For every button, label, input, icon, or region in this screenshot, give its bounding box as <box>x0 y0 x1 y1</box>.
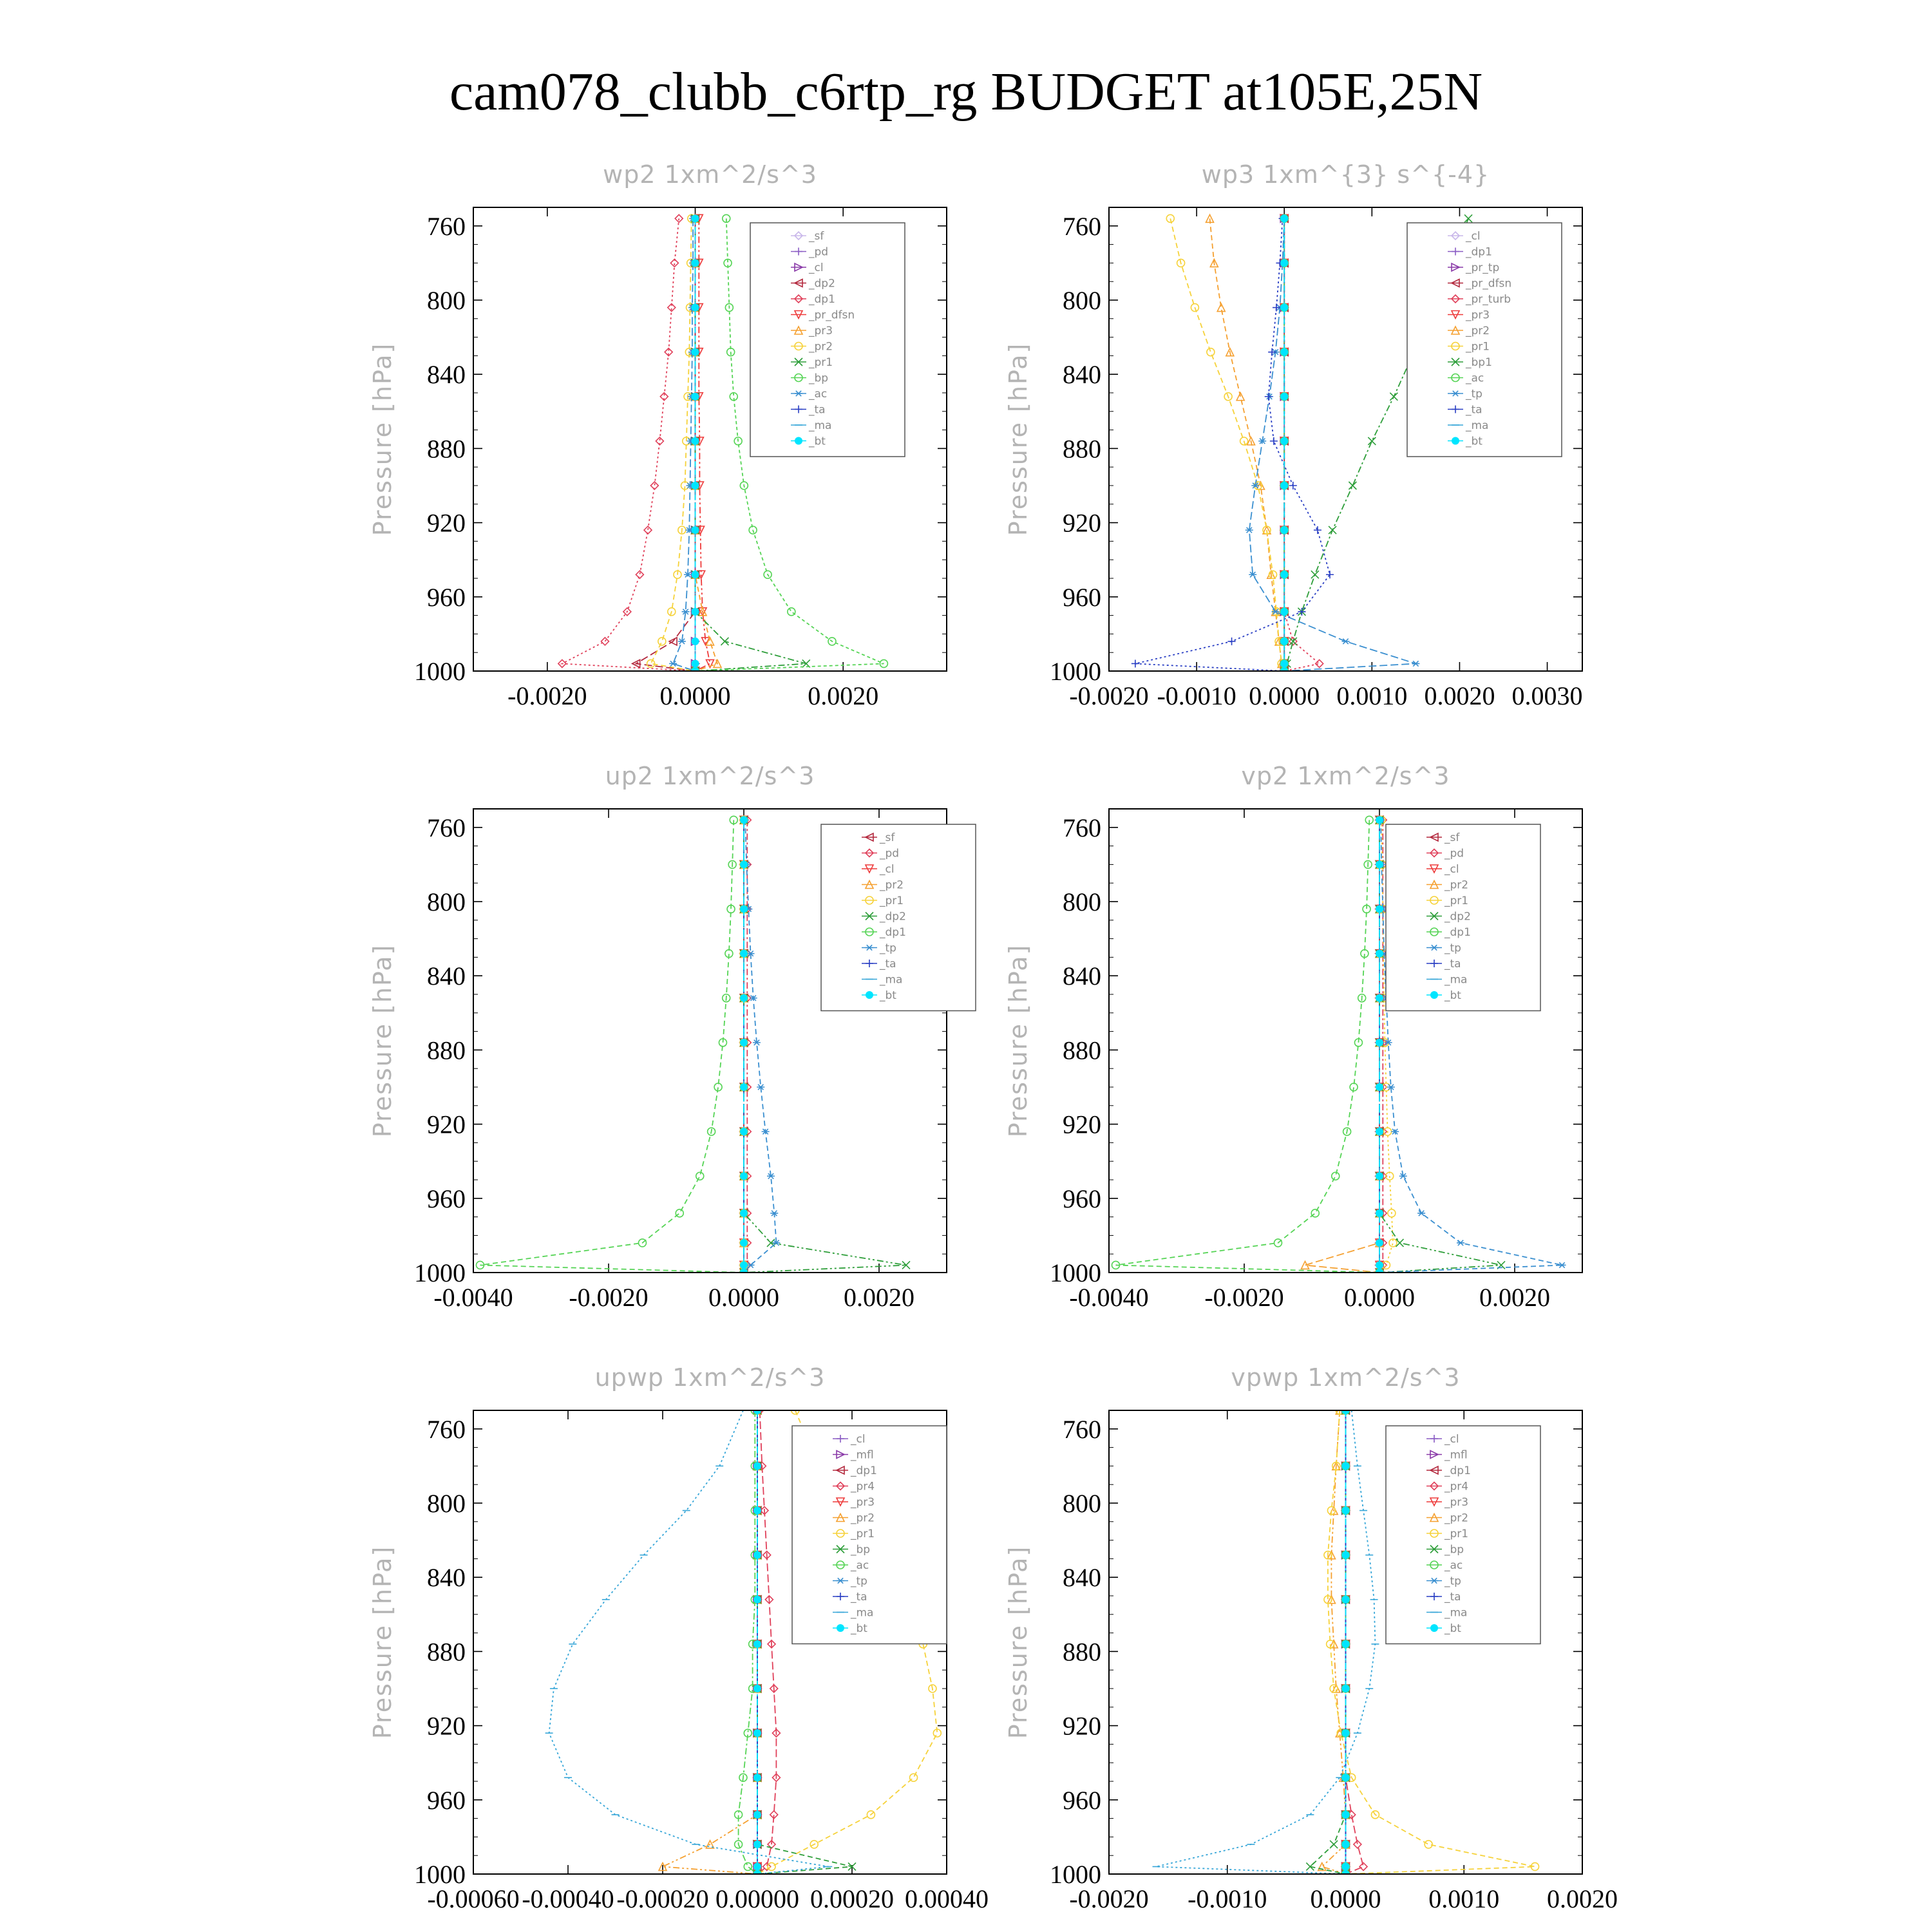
legend-entry-label: _ta <box>1444 1591 1461 1604</box>
data-point <box>676 1209 683 1217</box>
legend-entry-label: _bt <box>1466 435 1482 448</box>
panel-title: vp2 1xm^2/s^3 <box>1241 762 1450 790</box>
data-point <box>753 1596 761 1604</box>
data-point <box>601 638 609 645</box>
legend-entry-label: _tp <box>880 942 896 955</box>
y-tick-label: 840 <box>1063 360 1101 390</box>
y-axis-label: Pressure [hPa] <box>368 342 397 536</box>
series-line-ta <box>1135 218 1330 671</box>
x-tick-label: 0.0020 <box>1424 681 1495 710</box>
x-tick-label: 0.0020 <box>844 1283 914 1312</box>
legend-entry-label: _cl <box>1444 863 1459 876</box>
x-tick-label: -0.0020 <box>1069 681 1149 710</box>
legend-entry-label: _cl <box>1444 1433 1459 1446</box>
legend-entry-label: _pr3 <box>809 325 833 337</box>
legend-marker <box>1430 1624 1438 1632</box>
legend-entry-label: _dp1 <box>809 293 835 306</box>
data-point <box>636 571 643 578</box>
data-point <box>1270 437 1278 445</box>
y-tick-label: 840 <box>427 1563 466 1593</box>
data-point <box>740 816 748 824</box>
figure-title: cam078_clubb_c6rtp_rg BUDGET at105E,25N <box>449 62 1483 122</box>
series-line-dp1 <box>562 218 696 671</box>
legend-entry-label: _ta <box>880 958 896 971</box>
y-tick-label: 1000 <box>414 1860 466 1889</box>
data-point <box>1342 1729 1350 1737</box>
legend-entry-label: _cl <box>1466 230 1481 243</box>
x-tick-label: 0.0010 <box>1336 681 1408 710</box>
y-tick-label: 760 <box>427 211 466 241</box>
legend-entry-label: _dp1 <box>1466 245 1492 259</box>
data-point <box>692 659 699 667</box>
legend-entry-label: _ac <box>851 1559 869 1572</box>
data-point <box>1342 1811 1350 1819</box>
y-tick-label: 800 <box>427 1489 466 1518</box>
data-point <box>1390 393 1397 401</box>
data-point <box>753 1862 761 1870</box>
data-point <box>1280 437 1288 445</box>
data-point <box>1376 1239 1383 1247</box>
legend-entry-label: _bt <box>809 435 826 448</box>
y-tick-label: 920 <box>1063 508 1101 538</box>
legend-entry-label: _ma <box>809 419 832 432</box>
data-point <box>753 1811 761 1819</box>
x-tick-label: -0.0020 <box>507 681 587 710</box>
data-point <box>1280 393 1288 401</box>
legend <box>792 1426 947 1644</box>
chart-panel-2 <box>1004 160 1583 710</box>
legend-entry-label: _dp2 <box>809 277 835 290</box>
legend-entry-label: _cl <box>809 261 824 274</box>
y-tick-label: 760 <box>427 813 466 842</box>
legend-entry-label: _tp <box>1466 388 1482 401</box>
legend-entry-label: _pr2 <box>1444 878 1469 892</box>
x-tick-label: -0.0010 <box>1188 1884 1267 1913</box>
y-tick-label: 800 <box>427 887 466 916</box>
y-tick-label: 960 <box>427 1785 466 1815</box>
legend-entry-label: _bt <box>880 989 896 1002</box>
legend-entry-label: _ta <box>809 403 826 417</box>
legend-entry-label: _bp1 <box>1466 356 1492 369</box>
legend <box>750 223 905 457</box>
legend-entry-label: _ma <box>1444 1606 1468 1620</box>
data-point <box>740 860 748 868</box>
y-tick-label: 800 <box>1063 286 1101 315</box>
data-point <box>740 1209 748 1217</box>
data-point <box>1376 905 1383 913</box>
y-tick-label: 960 <box>1063 1785 1101 1815</box>
legend-entry-label: _bt <box>1444 1622 1461 1635</box>
data-point <box>1349 482 1356 489</box>
y-tick-label: 880 <box>1063 1036 1101 1065</box>
data-point <box>1359 1862 1367 1870</box>
x-tick-label: 0.00000 <box>715 1884 799 1913</box>
legend-entry-label: _pr3 <box>1466 308 1490 322</box>
data-point <box>788 608 795 616</box>
y-axis-label: Pressure [hPa] <box>1004 342 1032 536</box>
y-axis-label: Pressure [hPa] <box>1004 943 1032 1138</box>
data-point <box>1280 608 1288 616</box>
legend-entry-label: _pr2 <box>851 1511 875 1525</box>
legend-entry-label: _pr1 <box>1444 1528 1469 1540</box>
legend-entry-label: _pr3 <box>851 1496 875 1509</box>
legend-entry-label: _pr2 <box>880 878 904 892</box>
data-point <box>692 526 699 534</box>
data-point <box>740 1128 748 1135</box>
x-tick-label: 0.0020 <box>808 681 879 710</box>
data-point <box>1464 214 1472 222</box>
data-point <box>692 437 699 445</box>
data-point <box>675 214 683 222</box>
x-tick-label: 0.0020 <box>1547 1884 1618 1913</box>
data-point <box>1302 1261 1309 1269</box>
chart-panel-6 <box>1004 1363 1618 1913</box>
data-point <box>753 1462 761 1470</box>
legend-entry-label: _ma <box>851 1606 874 1620</box>
data-point <box>1332 1172 1340 1180</box>
data-point <box>740 1172 748 1180</box>
panel-title: wp2 1xm^2/s^3 <box>603 160 817 189</box>
series-line-pr2 <box>1305 820 1380 1273</box>
panels-container <box>368 160 1618 1913</box>
x-tick-label: 0.0000 <box>659 681 731 710</box>
legend-marker <box>1452 437 1459 445</box>
legend-entry-label: _tp <box>1444 942 1461 955</box>
legend-entry-label: _ma <box>1466 419 1489 432</box>
y-tick-label: 880 <box>427 1036 466 1065</box>
legend-entry-label: _tp <box>851 1575 867 1588</box>
y-tick-label: 920 <box>1063 1110 1101 1139</box>
data-point <box>1280 214 1288 222</box>
legend-entry-label: _pr_dfsn <box>1466 277 1512 290</box>
series-line-dp1 <box>1116 820 1380 1273</box>
legend-entry-label: _pr1 <box>1444 895 1469 907</box>
data-point <box>1207 348 1215 356</box>
chart-panel-3 <box>368 762 976 1312</box>
legend-entry-label: _ac <box>1444 1559 1463 1572</box>
data-point <box>753 1729 761 1737</box>
data-point <box>692 393 699 401</box>
legend-entry-label: _dp2 <box>1444 910 1471 923</box>
legend-entry-label: _dp1 <box>1444 926 1471 939</box>
y-axis-label: Pressure [hPa] <box>368 1545 397 1739</box>
y-axis-label: Pressure [hPa] <box>1004 1545 1032 1739</box>
y-tick-label: 760 <box>1063 211 1101 241</box>
chart-panel-5 <box>368 1363 989 1913</box>
data-point <box>692 214 699 222</box>
y-tick-label: 1000 <box>414 1258 466 1287</box>
legend-entry-label: _dp1 <box>851 1464 877 1477</box>
data-point <box>1376 816 1383 824</box>
legend-entry-label: _dp1 <box>880 926 906 939</box>
data-point <box>1376 1039 1383 1046</box>
data-point <box>768 1862 775 1870</box>
legend-entry-label: _bp <box>809 372 829 385</box>
legend-entry-label: _dp2 <box>880 910 906 923</box>
x-tick-label: -0.0010 <box>1157 681 1236 710</box>
x-tick-label: -0.00040 <box>522 1884 614 1913</box>
data-point <box>1342 1774 1350 1781</box>
data-point <box>1228 638 1236 645</box>
data-point <box>1280 526 1288 534</box>
data-point <box>658 638 666 645</box>
y-tick-label: 880 <box>1063 1637 1101 1667</box>
chart-panel-1 <box>368 160 947 710</box>
y-tick-label: 800 <box>1063 887 1101 916</box>
data-point <box>1558 1262 1566 1267</box>
data-point <box>1280 571 1288 578</box>
x-tick-label: 0.0010 <box>1428 1884 1500 1913</box>
legend-entry-label: _sf <box>809 230 824 243</box>
legend-entry-label: _ma <box>880 973 903 987</box>
legend-entry-label: _sf <box>1444 831 1460 844</box>
x-tick-label: 0.00040 <box>905 1884 989 1913</box>
data-point <box>744 1862 752 1870</box>
legend-entry-label: _sf <box>880 831 895 844</box>
series-line-pr2 <box>663 1410 757 1874</box>
legend <box>821 824 976 1011</box>
legend-entry-label: _tp <box>1444 1575 1461 1588</box>
series-line-pr_turb <box>1284 218 1320 671</box>
data-point <box>753 1507 761 1515</box>
y-tick-label: 840 <box>427 360 466 390</box>
legend-entry-label: _pr1 <box>880 895 904 907</box>
panel-title: upwp 1xm^2/s^3 <box>594 1363 826 1392</box>
data-point <box>740 905 748 913</box>
x-tick-label: -0.0020 <box>1204 1283 1284 1312</box>
y-tick-label: 840 <box>427 961 466 991</box>
x-tick-label: 0.00020 <box>810 1884 894 1913</box>
data-point <box>753 1640 761 1648</box>
y-tick-label: 880 <box>427 1637 466 1667</box>
data-point <box>692 482 699 489</box>
y-tick-label: 800 <box>427 286 466 315</box>
data-point <box>1280 259 1288 267</box>
data-point <box>1132 659 1139 667</box>
data-point <box>1265 393 1273 401</box>
series-line-dp1 <box>480 820 744 1273</box>
y-tick-label: 880 <box>427 434 466 464</box>
legend-entry-label: _pd <box>809 245 829 259</box>
y-tick-label: 920 <box>1063 1711 1101 1741</box>
data-point <box>692 259 699 267</box>
legend-entry-label: _ta <box>851 1591 867 1604</box>
legend-entry-label: _pd <box>880 847 900 860</box>
y-tick-label: 800 <box>1063 1489 1101 1518</box>
data-point <box>1342 1462 1350 1470</box>
data-point <box>1376 1209 1383 1217</box>
data-point <box>1311 571 1319 578</box>
legend-entry-label: _pr2 <box>1444 1511 1469 1525</box>
data-point <box>1368 437 1376 445</box>
legend-entry-label: _pr3 <box>1444 1496 1469 1509</box>
data-point <box>1289 638 1297 645</box>
data-point <box>721 638 728 645</box>
data-point <box>740 1039 748 1046</box>
data-point <box>692 348 699 356</box>
x-tick-label: -0.0040 <box>433 1283 513 1312</box>
series-line-pr1 <box>1170 218 1284 671</box>
data-point <box>669 661 677 666</box>
y-tick-label: 920 <box>427 508 466 538</box>
series-line-bp <box>1310 1410 1345 1874</box>
legend <box>1386 824 1540 1011</box>
y-tick-label: 760 <box>1063 1414 1101 1444</box>
y-tick-label: 1000 <box>1050 1860 1101 1889</box>
legend-entry-label: _ta <box>1444 958 1461 971</box>
data-point <box>1280 482 1288 489</box>
data-point <box>753 1685 761 1692</box>
y-tick-label: 760 <box>1063 813 1101 842</box>
data-point <box>1376 1172 1383 1180</box>
data-point <box>753 1841 761 1848</box>
x-tick-label: 0.0000 <box>1344 1283 1415 1312</box>
legend-entry-label: _ta <box>1466 403 1482 417</box>
data-point <box>1342 1640 1350 1648</box>
legend-entry-label: _ac <box>1466 372 1484 385</box>
y-tick-label: 840 <box>1063 961 1101 991</box>
legend-entry-label: _bp <box>1444 1543 1464 1557</box>
data-point <box>740 1239 748 1247</box>
data-point <box>1342 1551 1350 1559</box>
x-tick-label: 0.0000 <box>708 1283 779 1312</box>
y-tick-label: 920 <box>427 1110 466 1139</box>
data-point <box>692 571 699 578</box>
legend-entry-label: _cl <box>851 1433 866 1446</box>
data-point <box>1376 950 1383 958</box>
data-point <box>1289 482 1297 489</box>
y-tick-label: 960 <box>427 582 466 612</box>
legend-marker <box>795 437 802 445</box>
data-point <box>1376 1261 1383 1269</box>
data-point <box>1412 661 1419 666</box>
data-point <box>696 1172 704 1180</box>
data-point <box>1342 1507 1350 1515</box>
data-point <box>753 1551 761 1559</box>
chart-panel-4 <box>1004 762 1582 1312</box>
data-point <box>1280 348 1288 356</box>
data-point <box>1342 1685 1350 1692</box>
legend-marker <box>1430 991 1438 999</box>
legend-entry-label: _pr_tp <box>1466 261 1500 274</box>
data-point <box>753 1774 761 1781</box>
legend-marker <box>866 991 873 999</box>
data-point <box>740 994 748 1002</box>
y-tick-label: 840 <box>1063 1563 1101 1593</box>
x-tick-label: 0.0000 <box>1249 681 1320 710</box>
y-axis-label: Pressure [hPa] <box>368 943 397 1138</box>
legend-entry-label: _pr4 <box>851 1480 875 1493</box>
y-tick-label: 1000 <box>414 657 466 686</box>
data-point <box>1376 860 1383 868</box>
x-tick-label: 0.0030 <box>1511 681 1583 710</box>
legend-entry-label: _mfl <box>1444 1448 1468 1462</box>
legend-entry-label: _ac <box>809 388 828 401</box>
legend <box>1407 223 1562 457</box>
data-point <box>1311 1209 1319 1217</box>
x-tick-label: -0.00060 <box>427 1884 520 1913</box>
y-tick-label: 960 <box>1063 1184 1101 1213</box>
panel-title: wp3 1xm^{3} s^{-4} <box>1201 160 1490 189</box>
data-point <box>1342 1862 1350 1870</box>
data-point <box>692 608 699 616</box>
x-tick-label: -0.0020 <box>569 1283 649 1312</box>
legend-marker <box>837 1624 844 1632</box>
legend-entry-label: _pr1 <box>809 356 833 369</box>
legend-entry-label: _pr_dfsn <box>809 308 855 322</box>
legend-entry-label: _pr_turb <box>1466 293 1511 306</box>
legend-entry-label: _pr2 <box>809 340 833 354</box>
legend <box>1386 1426 1540 1644</box>
legend-entry-label: _bt <box>851 1622 867 1635</box>
data-point <box>1330 1841 1338 1848</box>
y-tick-label: 960 <box>1063 582 1101 612</box>
data-point <box>1280 304 1288 312</box>
panel-title: up2 1xm^2/s^3 <box>605 762 815 790</box>
data-point <box>1314 526 1321 534</box>
data-point <box>1166 214 1174 222</box>
legend-entry-label: _pr1 <box>1466 340 1490 354</box>
data-point <box>910 1774 918 1781</box>
y-tick-label: 920 <box>427 1711 466 1741</box>
data-point <box>1342 1841 1350 1848</box>
legend-entry-label: _pr4 <box>1444 1480 1469 1493</box>
data-point <box>692 638 699 645</box>
data-point <box>1417 1211 1425 1216</box>
legend-entry-label: _bt <box>1444 989 1461 1002</box>
data-point <box>1376 1128 1383 1135</box>
series-line-ma <box>549 1410 829 1874</box>
legend-entry-label: _bp <box>851 1543 871 1557</box>
data-point <box>1342 639 1350 644</box>
x-tick-label: 0.0000 <box>1310 1884 1381 1913</box>
data-point <box>1376 994 1383 1002</box>
x-tick-label: 0.0020 <box>1479 1283 1550 1312</box>
data-point <box>740 1261 748 1269</box>
data-point <box>692 304 699 312</box>
x-tick-label: -0.00020 <box>616 1884 709 1913</box>
data-point <box>1329 526 1336 534</box>
series-line-tp <box>744 820 776 1273</box>
legend-entry-label: _cl <box>880 863 895 876</box>
data-point <box>1280 638 1288 645</box>
data-point <box>1376 1083 1383 1091</box>
legend-entry-label: _dp1 <box>1444 1464 1471 1477</box>
data-point <box>1326 571 1334 578</box>
x-tick-label: -0.0040 <box>1069 1283 1149 1312</box>
data-point <box>1342 1596 1350 1604</box>
x-tick-label: -0.0020 <box>1069 1884 1149 1913</box>
data-point <box>740 950 748 958</box>
panel-title: vpwp 1xm^2/s^3 <box>1231 1363 1461 1392</box>
y-tick-label: 760 <box>427 1414 466 1444</box>
legend-entry-label: _mfl <box>851 1448 874 1462</box>
data-point <box>1280 659 1288 667</box>
legend-entry-label: _pd <box>1444 847 1464 860</box>
y-tick-label: 1000 <box>1050 657 1101 686</box>
legend-entry-label: _pr2 <box>1466 325 1490 337</box>
legend-entry-label: _ma <box>1444 973 1468 987</box>
legend-entry-label: _pr1 <box>851 1528 875 1540</box>
data-point <box>740 1083 748 1091</box>
y-tick-label: 1000 <box>1050 1258 1101 1287</box>
y-tick-label: 960 <box>427 1184 466 1213</box>
y-tick-label: 880 <box>1063 434 1101 464</box>
